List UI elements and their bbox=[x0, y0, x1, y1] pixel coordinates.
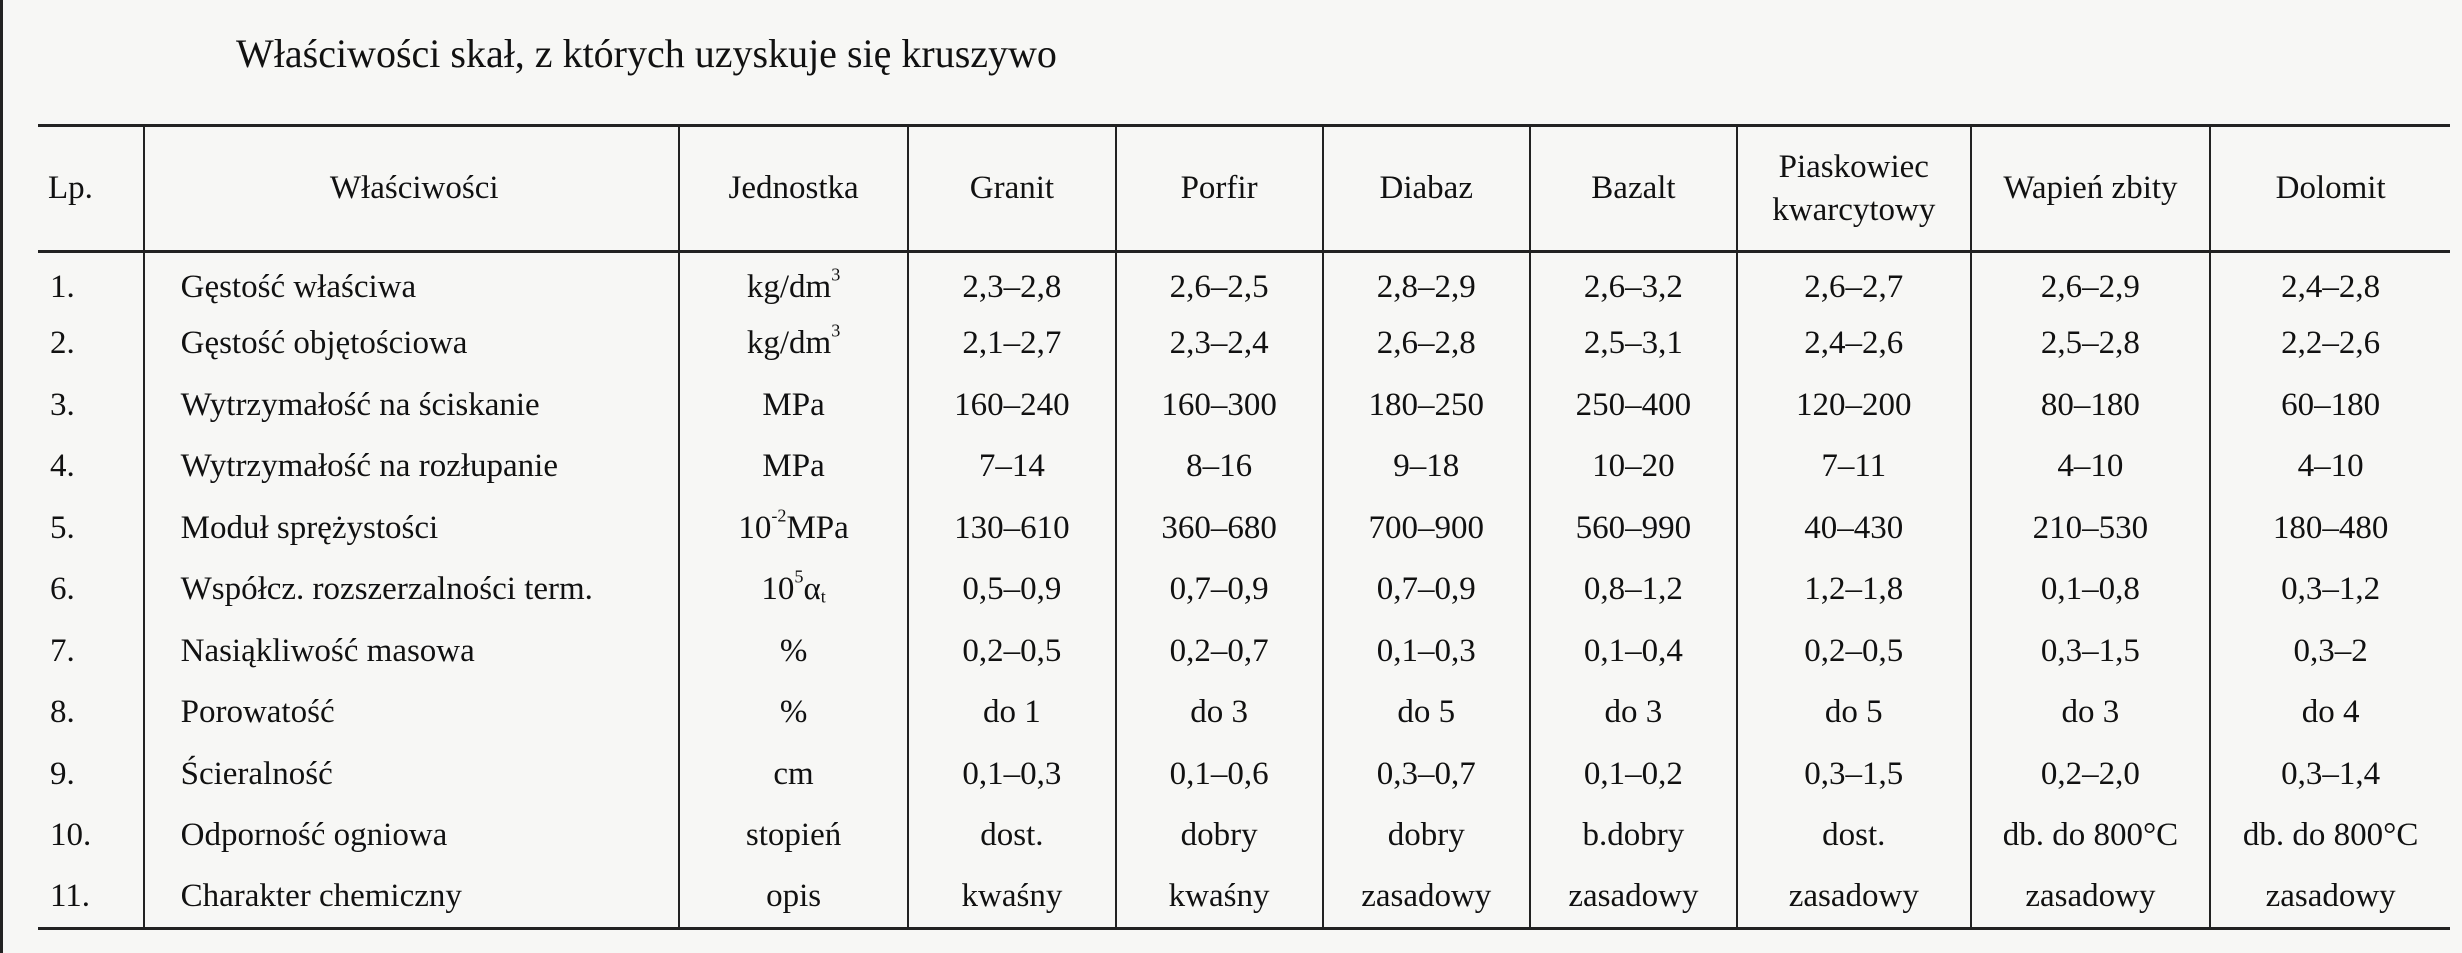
row-number: 3. bbox=[50, 386, 75, 423]
property-name: Gęstość właściwa bbox=[144, 252, 679, 314]
value-dolomit: 0,3–1,2 bbox=[2210, 559, 2450, 621]
table-row bbox=[38, 436, 2450, 498]
unit-cell bbox=[679, 498, 909, 560]
value-bazalt: zasadowy bbox=[1530, 867, 1737, 929]
header-wapien: Wapień zbity bbox=[1971, 126, 2211, 252]
value-wapien: 0,2–2,0 bbox=[1971, 744, 2211, 806]
row-number: 2. bbox=[50, 325, 75, 362]
page-edge-line bbox=[0, 0, 3, 953]
header-piaskowiec-line1: Piaskowiec bbox=[1778, 148, 1929, 185]
value-wapien: 2,6–2,9 bbox=[1971, 252, 2211, 314]
value-bazalt: 0,8–1,2 bbox=[1530, 559, 1737, 621]
value-granit: 0,2–0,5 bbox=[908, 621, 1115, 683]
unit-cell bbox=[679, 559, 909, 621]
value-granit: 2,1–2,7 bbox=[908, 313, 1115, 375]
value-granit: 0,5–0,9 bbox=[908, 559, 1115, 621]
value-wapien: 0,1–0,8 bbox=[1971, 559, 2211, 621]
value-bazalt: do 3 bbox=[1530, 682, 1737, 744]
unit-cell bbox=[679, 621, 909, 683]
value-bazalt: 10–20 bbox=[1530, 436, 1737, 498]
value-diabaz: 2,8–2,9 bbox=[1323, 252, 1530, 314]
table-row bbox=[38, 498, 2450, 560]
value-piaskowiec: 0,3–1,5 bbox=[1737, 744, 1971, 806]
unit-cell bbox=[679, 744, 909, 806]
table-row bbox=[38, 559, 2450, 621]
value-diabaz: do 5 bbox=[1323, 682, 1530, 744]
row-number: 6. bbox=[50, 571, 75, 608]
value-wapien: 2,5–2,8 bbox=[1971, 313, 2211, 375]
unit-base: kg/dm bbox=[746, 325, 832, 362]
unit-cell bbox=[679, 867, 909, 929]
value-wapien: do 3 bbox=[1971, 682, 2211, 744]
row-number: 8. bbox=[50, 694, 75, 731]
value-porfir: 2,3–2,4 bbox=[1116, 313, 1323, 375]
unit-cell bbox=[679, 313, 909, 375]
unit-cell bbox=[679, 375, 909, 437]
value-diabaz: 0,1–0,3 bbox=[1323, 621, 1530, 683]
row-number: 7. bbox=[50, 632, 75, 669]
value-dolomit: 0,3–1,4 bbox=[2210, 744, 2450, 806]
rock-properties-table bbox=[38, 124, 2450, 930]
value-bazalt: 0,1–0,4 bbox=[1530, 621, 1737, 683]
property-name: Odporność ogniowa bbox=[144, 805, 679, 867]
value-porfir: 0,1–0,6 bbox=[1116, 744, 1323, 806]
property-name: Wytrzymałość na ściskanie bbox=[144, 375, 679, 437]
value-granit: kwaśny bbox=[908, 867, 1115, 929]
value-porfir: 8–16 bbox=[1116, 436, 1323, 498]
unit-base: cm bbox=[773, 755, 814, 792]
value-wapien: db. do 800°C bbox=[1971, 805, 2211, 867]
value-bazalt: 2,6–3,2 bbox=[1530, 252, 1737, 314]
unit-cell bbox=[679, 252, 909, 314]
value-granit: 130–610 bbox=[908, 498, 1115, 560]
value-dolomit: 2,4–2,8 bbox=[2210, 252, 2450, 314]
table-row bbox=[38, 744, 2450, 806]
header-piaskowiec-line2: kwarcytowy bbox=[1772, 191, 1936, 228]
value-piaskowiec: 7–11 bbox=[1737, 436, 1971, 498]
value-diabaz: 180–250 bbox=[1323, 375, 1530, 437]
header-lp: Lp. bbox=[38, 126, 144, 252]
property-name: Współcz. rozszerzalności term. bbox=[144, 559, 679, 621]
unit-base: % bbox=[779, 632, 808, 669]
value-granit: do 1 bbox=[908, 682, 1115, 744]
unit-exponent: 3 bbox=[831, 320, 841, 341]
value-wapien: 80–180 bbox=[1971, 375, 2211, 437]
value-diabaz: 9–18 bbox=[1323, 436, 1530, 498]
value-diabaz: 0,3–0,7 bbox=[1323, 744, 1530, 806]
value-piaskowiec: zasadowy bbox=[1737, 867, 1971, 929]
unit-base: MPa bbox=[762, 448, 825, 485]
unit-exponent: 3 bbox=[831, 264, 841, 285]
table-row bbox=[38, 867, 2450, 929]
value-dolomit: 180–480 bbox=[2210, 498, 2450, 560]
row-number: 9. bbox=[50, 755, 75, 792]
value-porfir: dobry bbox=[1116, 805, 1323, 867]
value-piaskowiec: 1,2–1,8 bbox=[1737, 559, 1971, 621]
value-porfir: 2,6–2,5 bbox=[1116, 252, 1323, 314]
unit-exponent: 5 bbox=[794, 566, 804, 587]
value-bazalt: b.dobry bbox=[1530, 805, 1737, 867]
unit-base: MPa bbox=[762, 386, 825, 423]
header-bazalt: Bazalt bbox=[1530, 126, 1737, 252]
unit-cell bbox=[679, 805, 909, 867]
value-bazalt: 0,1–0,2 bbox=[1530, 744, 1737, 806]
value-porfir: 160–300 bbox=[1116, 375, 1323, 437]
value-bazalt: 2,5–3,1 bbox=[1530, 313, 1737, 375]
table-row bbox=[38, 252, 2450, 314]
row-number: 10. bbox=[50, 817, 92, 854]
value-granit: dost. bbox=[908, 805, 1115, 867]
header-row bbox=[38, 126, 2450, 252]
property-name: Nasiąkliwość masowa bbox=[144, 621, 679, 683]
value-piaskowiec: 2,4–2,6 bbox=[1737, 313, 1971, 375]
value-piaskowiec: 120–200 bbox=[1737, 375, 1971, 437]
unit-suffix: MPa bbox=[786, 509, 849, 546]
value-diabaz: 0,7–0,9 bbox=[1323, 559, 1530, 621]
value-porfir: 0,7–0,9 bbox=[1116, 559, 1323, 621]
value-diabaz: 2,6–2,8 bbox=[1323, 313, 1530, 375]
value-dolomit: 4–10 bbox=[2210, 436, 2450, 498]
unit-base: opis bbox=[766, 878, 822, 914]
unit-base: stopień bbox=[745, 817, 842, 854]
value-diabaz: dobry bbox=[1323, 805, 1530, 867]
value-porfir: do 3 bbox=[1116, 682, 1323, 744]
value-piaskowiec: do 5 bbox=[1737, 682, 1971, 744]
value-piaskowiec: 40–430 bbox=[1737, 498, 1971, 560]
value-dolomit: db. do 800°C bbox=[2210, 805, 2450, 867]
value-porfir: 0,2–0,7 bbox=[1116, 621, 1323, 683]
value-porfir: kwaśny bbox=[1116, 867, 1323, 929]
table-row bbox=[38, 313, 2450, 375]
property-name: Charakter chemiczny bbox=[144, 867, 679, 929]
header-diabaz: Diabaz bbox=[1323, 126, 1530, 252]
table-body bbox=[38, 252, 2450, 929]
value-dolomit: 0,3–2 bbox=[2210, 621, 2450, 683]
value-wapien: 210–530 bbox=[1971, 498, 2211, 560]
property-name: Ścieralność bbox=[144, 744, 679, 806]
value-dolomit: 2,2–2,6 bbox=[2210, 313, 2450, 375]
header-property: Właściwości bbox=[144, 126, 679, 252]
value-dolomit: zasadowy bbox=[2210, 867, 2450, 929]
unit-cell bbox=[679, 436, 909, 498]
unit-subscript: t bbox=[820, 586, 826, 607]
table-row bbox=[38, 621, 2450, 683]
value-bazalt: 250–400 bbox=[1530, 375, 1737, 437]
unit-suffix: α bbox=[803, 571, 821, 608]
unit-base: kg/dm bbox=[746, 268, 832, 305]
header-unit: Jednostka bbox=[679, 126, 909, 252]
header-dolomit: Dolomit bbox=[2210, 126, 2450, 252]
value-diabaz: 700–900 bbox=[1323, 498, 1530, 560]
value-granit: 0,1–0,3 bbox=[908, 744, 1115, 806]
header-porfir: Porfir bbox=[1116, 126, 1323, 252]
unit-cell bbox=[679, 682, 909, 744]
value-granit: 160–240 bbox=[908, 375, 1115, 437]
value-diabaz: zasadowy bbox=[1323, 867, 1530, 929]
value-wapien: zasadowy bbox=[1971, 867, 2211, 929]
value-granit: 2,3–2,8 bbox=[908, 252, 1115, 314]
table-row bbox=[38, 805, 2450, 867]
unit-exponent: -2 bbox=[771, 505, 787, 526]
header-granit: Granit bbox=[908, 126, 1115, 252]
unit-base: % bbox=[779, 694, 808, 731]
table-row bbox=[38, 682, 2450, 744]
property-name: Gęstość objętościowa bbox=[144, 313, 679, 375]
value-piaskowiec: 2,6–2,7 bbox=[1737, 252, 1971, 314]
table-title: Właściwości skał, z których uzyskuje się kruszywo bbox=[236, 31, 1057, 76]
value-piaskowiec: dost. bbox=[1737, 805, 1971, 867]
property-name: Porowatość bbox=[144, 682, 679, 744]
value-piaskowiec: 0,2–0,5 bbox=[1737, 621, 1971, 683]
value-wapien: 0,3–1,5 bbox=[1971, 621, 2211, 683]
table-row bbox=[38, 375, 2450, 437]
property-name: Wytrzymałość na rozłupanie bbox=[144, 436, 679, 498]
row-number: 11. bbox=[38, 867, 144, 929]
row-number: 5. bbox=[50, 509, 75, 546]
unit-base: 10 bbox=[761, 571, 795, 608]
unit-base: 10 bbox=[738, 509, 772, 546]
value-wapien: 4–10 bbox=[1971, 436, 2211, 498]
value-porfir: 360–680 bbox=[1116, 498, 1323, 560]
row-number: 1. bbox=[50, 268, 75, 305]
value-bazalt: 560–990 bbox=[1530, 498, 1737, 560]
row-number: 4. bbox=[50, 448, 75, 485]
header-piaskowiec bbox=[1737, 126, 1971, 252]
value-dolomit: 60–180 bbox=[2210, 375, 2450, 437]
value-dolomit: do 4 bbox=[2210, 682, 2450, 744]
property-name: Moduł sprężystości bbox=[144, 498, 679, 560]
value-granit: 7–14 bbox=[908, 436, 1115, 498]
